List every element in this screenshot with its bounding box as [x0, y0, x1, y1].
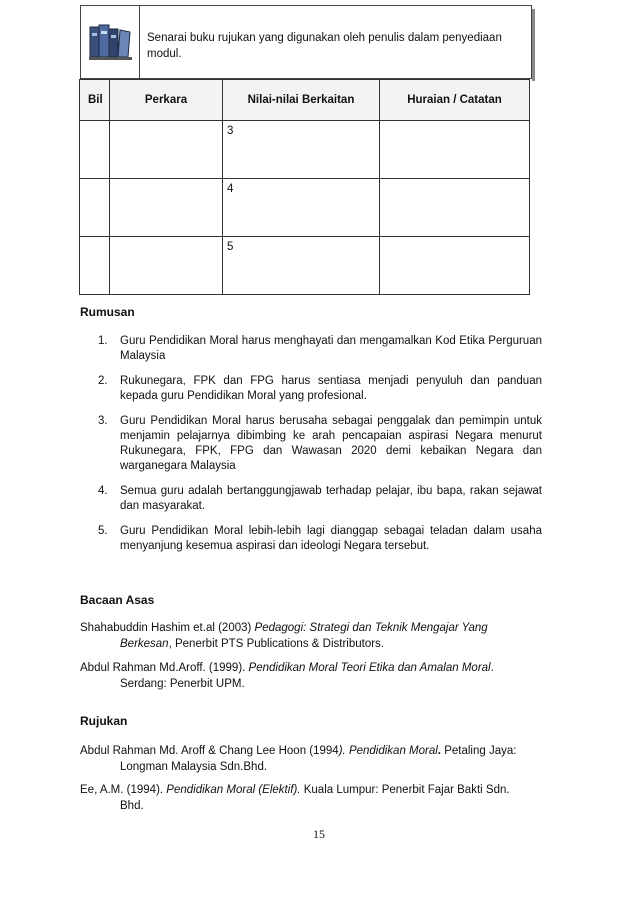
icon-cell	[81, 6, 140, 78]
table-row	[80, 179, 530, 237]
ref-title: ). Pendidikan Moral	[338, 745, 438, 757]
module-header-box	[80, 5, 532, 79]
col-header-nilai: Nilai-nilai Berkaitan	[223, 80, 380, 121]
list-number: 5.	[98, 525, 108, 537]
list-text: Guru Pendidikan Moral lebih-lebih lagi dianggap sebagai teladan dalam usaha menyanjung kesemua aspirasi dan ideologi Negara tersebut.	[120, 525, 542, 552]
ref-title-cont: Berkesan	[120, 638, 169, 650]
reference-entry	[80, 620, 542, 652]
table-cell: 3	[223, 121, 380, 179]
rumusan-list	[80, 334, 542, 564]
table-cell	[80, 237, 110, 295]
page-number: 15	[313, 827, 325, 841]
col-header-huraian: Huraian / Catatan	[380, 80, 530, 121]
reference-entry	[80, 743, 542, 775]
table-cell	[380, 121, 530, 179]
ref-title: Pedagogi: Strategi dan Teknik Mengajar Yang	[254, 622, 488, 634]
values-table	[79, 79, 530, 295]
ref-title: Pendidikan Moral Teori Etika dan Amalan Moral	[248, 662, 491, 674]
list-number: 1.	[98, 335, 108, 347]
col-header-perkara: Perkara	[110, 80, 223, 121]
list-item	[80, 414, 542, 474]
table-cell	[80, 179, 110, 237]
table-cell: 5	[223, 237, 380, 295]
table-cell	[380, 237, 530, 295]
table-cell	[110, 121, 223, 179]
reference-entry	[80, 660, 542, 692]
table-cell: 4	[223, 179, 380, 237]
rumusan-heading: Rumusan	[80, 305, 135, 319]
reference-entry	[80, 782, 542, 814]
ref-publisher: , Penerbit PTS Publications & Distributors.	[168, 638, 384, 650]
table-cell	[380, 179, 530, 237]
list-number: 3.	[98, 415, 108, 427]
table-cell	[80, 121, 110, 179]
list-item	[80, 484, 542, 514]
ref-publisher: Serdang: Penerbit UPM.	[120, 678, 245, 690]
list-text: Guru Pendidikan Moral harus menghayati dan mengamalkan Kod Etika Perguruan Malaysia	[120, 335, 542, 362]
ref-author: Abdul Rahman Md. Aroff & Chang Lee Hoon (1994	[80, 745, 339, 757]
ref-title: Pendidikan Moral (Elektif).	[166, 784, 301, 796]
header-text: Senarai buku rujukan yang digunakan oleh penulis dalam penyediaan modul.	[147, 32, 502, 60]
table-row	[80, 121, 530, 179]
table-cell	[110, 237, 223, 295]
ref-punct: .	[490, 662, 494, 674]
bacaan-asas-heading: Bacaan Asas	[80, 593, 155, 607]
table-cell	[110, 179, 223, 237]
list-number: 2.	[98, 375, 108, 387]
rujukan-heading: Rujukan	[80, 714, 128, 728]
table-row	[80, 237, 530, 295]
list-number: 4.	[98, 485, 108, 497]
list-item	[80, 334, 542, 364]
list-text: Semua guru adalah bertanggungjawab terhadap pelajar, ibu bapa, rakan sejawat dan masyarakat.	[120, 485, 542, 512]
ref-punct: .	[437, 745, 441, 757]
ref-city: Kuala Lumpur: Penerbit Fajar Bakti Sdn.	[300, 784, 510, 796]
list-text: Guru Pendidikan Moral harus berusaha sebagai penggalak dan pemimpin untuk menjamin pelajarnya dibimbing ke arah pencapaian aspirasi Negara menurut Rukunegara, FPK, FPG dan Wawasan 2020 demi kebaikan Negara dan warganegara Malaysia	[120, 415, 542, 472]
ref-city: Petaling Jaya:	[441, 745, 517, 757]
list-text: Rukunegara, FPK dan FPG harus sentiasa menjadi penyuluh dan panduan kepada guru Pendidikan Moral yang profesional.	[120, 375, 542, 402]
ref-author: Ee, A.M. (1994).	[80, 784, 167, 796]
list-item	[80, 374, 542, 404]
col-header-bil: Bil	[80, 80, 110, 121]
ref-author: Shahabuddin Hashim et.al (2003)	[80, 622, 255, 634]
table-header-row	[80, 80, 530, 121]
box-shadow	[532, 9, 535, 81]
ref-publisher: Longman Malaysia Sdn.Bhd.	[120, 761, 268, 773]
books-icon	[89, 21, 133, 61]
ref-author: Abdul Rahman Md.Aroff. (1999).	[80, 662, 249, 674]
list-item	[80, 524, 542, 554]
ref-publisher: Bhd.	[120, 800, 144, 812]
